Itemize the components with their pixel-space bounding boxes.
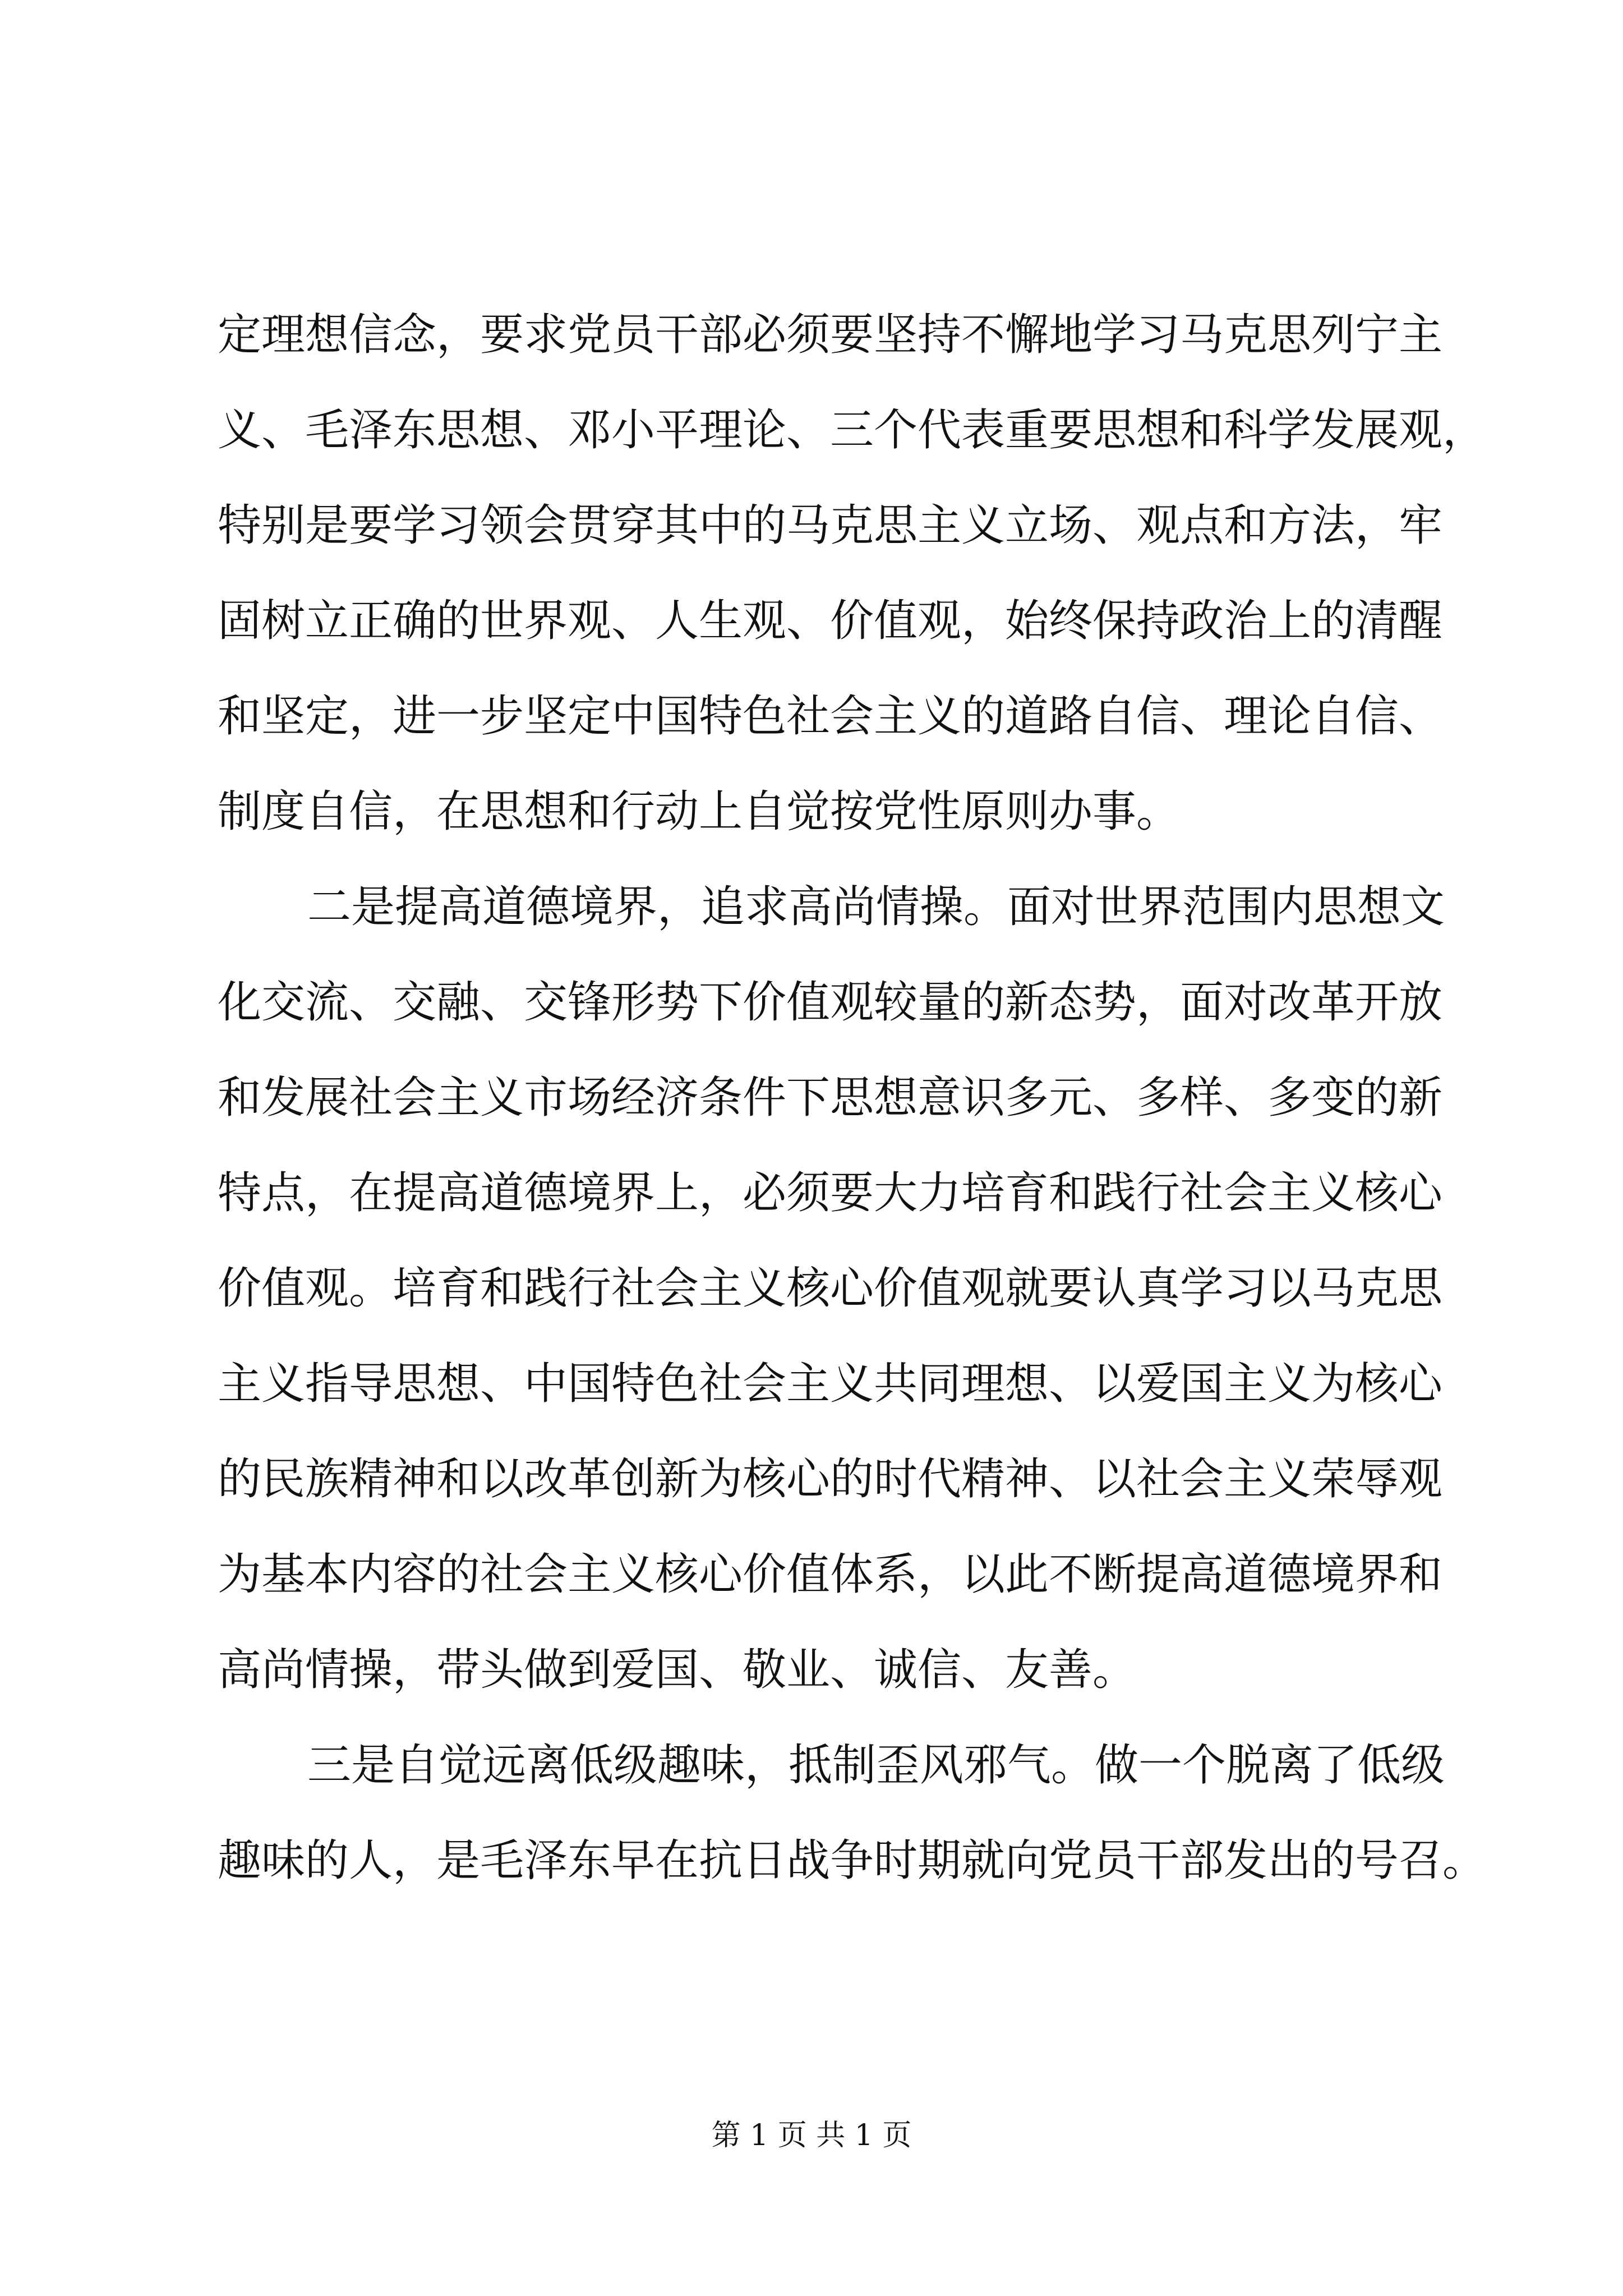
text-line: 制度自信，在思想和行动上自觉按党性原则办事。 [218,786,1181,837]
text-line: 和发展社会主义市场经济条件下思想意识多元、多样、多变的新 [218,1073,1443,1123]
page-number-footer: 第 1 页 共 1 页 [711,2119,912,2152]
text-line: 价值观。培育和践行社会主义核心价值观就要认真学习以马克思 [218,1263,1443,1314]
text-line: 高尚情操，带头做到爱国、敬业、诚信、友善。 [218,1645,1137,1695]
text-line: 为基本内容的社会主义核心价值体系，以此不断提高道德境界和 [218,1549,1443,1600]
text-line: 的民族精神和以改革创新为核心的时代精神、以社会主义荣辱观 [218,1454,1443,1504]
text-line: 和坚定，进一步坚定中国特色社会主义的道路自信、理论自信、 [218,691,1443,742]
text-line: 化交流、交融、交锋形势下价值观较量的新态势，面对改革开放 [218,977,1443,1028]
text-line: 定理想信念，要求党员干部必须要坚持不懈地学习马克思列宁主 [218,310,1443,360]
document-body [218,287,1487,1908]
text-line: 主义指导思想、中国特色社会主义共同理想、以爱国主义为核心 [218,1359,1443,1409]
paragraph-start-line: 三是自觉远离低级趣味，抵制歪风邪气。做一个脱离了低级 [307,1740,1445,1791]
text-line: 固树立正确的世界观、人生观、价值观，始终保持政治上的清醒 [218,596,1443,646]
paragraph-start-line: 二是提高道德境界，追求高尚情操。面对世界范围内思想文 [307,882,1445,932]
text-line: 趣味的人，是毛泽东早在抗日战争时期就向党员干部发出的号召。 [218,1835,1487,1886]
text-line: 特别是要学习领会贯穿其中的马克思主义立场、观点和方法，牢 [218,500,1443,551]
text-line: 特点，在提高道德境界上，必须要大力培育和践行社会主义核心 [218,1168,1443,1218]
text-line: 义、毛泽东思想、邓小平理论、三个代表重要思想和科学发展观， [218,405,1487,455]
